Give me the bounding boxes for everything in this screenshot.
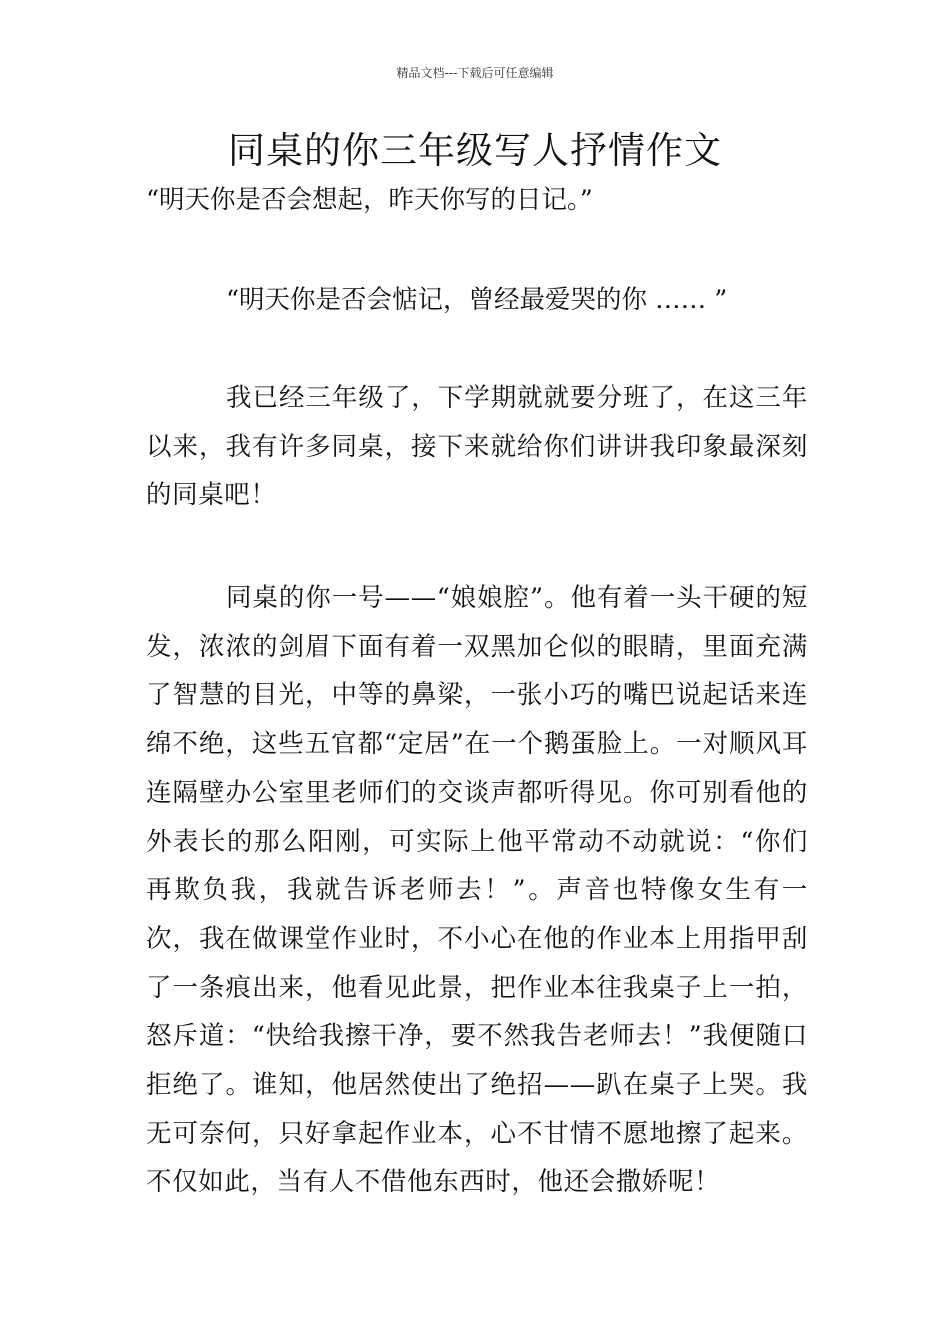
quote-line-2: “明天你是否会惦记，曾经最爱哭的你 …… ” — [226, 285, 728, 315]
paragraph-1: 我已经三年级了，下学期就就要分班了，在这三年以来，我有许多同桌，接下来就给你们讲讲我印象最深刻的同桌吧！ — [146, 383, 808, 511]
paragraph-2: 同桌的你一号——“娘娘腔”。他有着一头干硬的短发，浓浓的剑眉下面有着一双黑加仑似的眼睛，里面充满了智慧的目光，中等的鼻梁，一张小巧的嘴巴说起话来连绵不绝，这些五官都“定居”在一个鹅蛋脸上。一对顺风耳连隔壁办公室里老师们的交谈声都听得见。你可别看他的外表长的那么阳刚，可实际上他平常动不动就说：“你们再欺负我，我就告诉老师去！”。声音也特像女生有一次，我在做课堂作业时，不小心在他的作业本上用指甲刮了一条痕出来，他看见此景，把作业本往我桌子上一拍，怒斥道：“快给我擦干净，要不然我告老师去！”我便随口拒绝了。谁知，他居然使出了绝招——趴在桌子上哭。我无可奈何，只好拿起作业本，心不甘情不愿地擦了起来。不仅如此，当有人不借他东西时，他还会撒娇呢！ — [146, 583, 808, 1198]
document-title: 同桌的你三年级写人抒情作文 — [228, 129, 722, 172]
header-note: 精品文档---下载后可任意编辑 — [396, 66, 554, 80]
quote-line-1: “明天你是否会想起，昨天你写的日记。” — [146, 185, 593, 215]
